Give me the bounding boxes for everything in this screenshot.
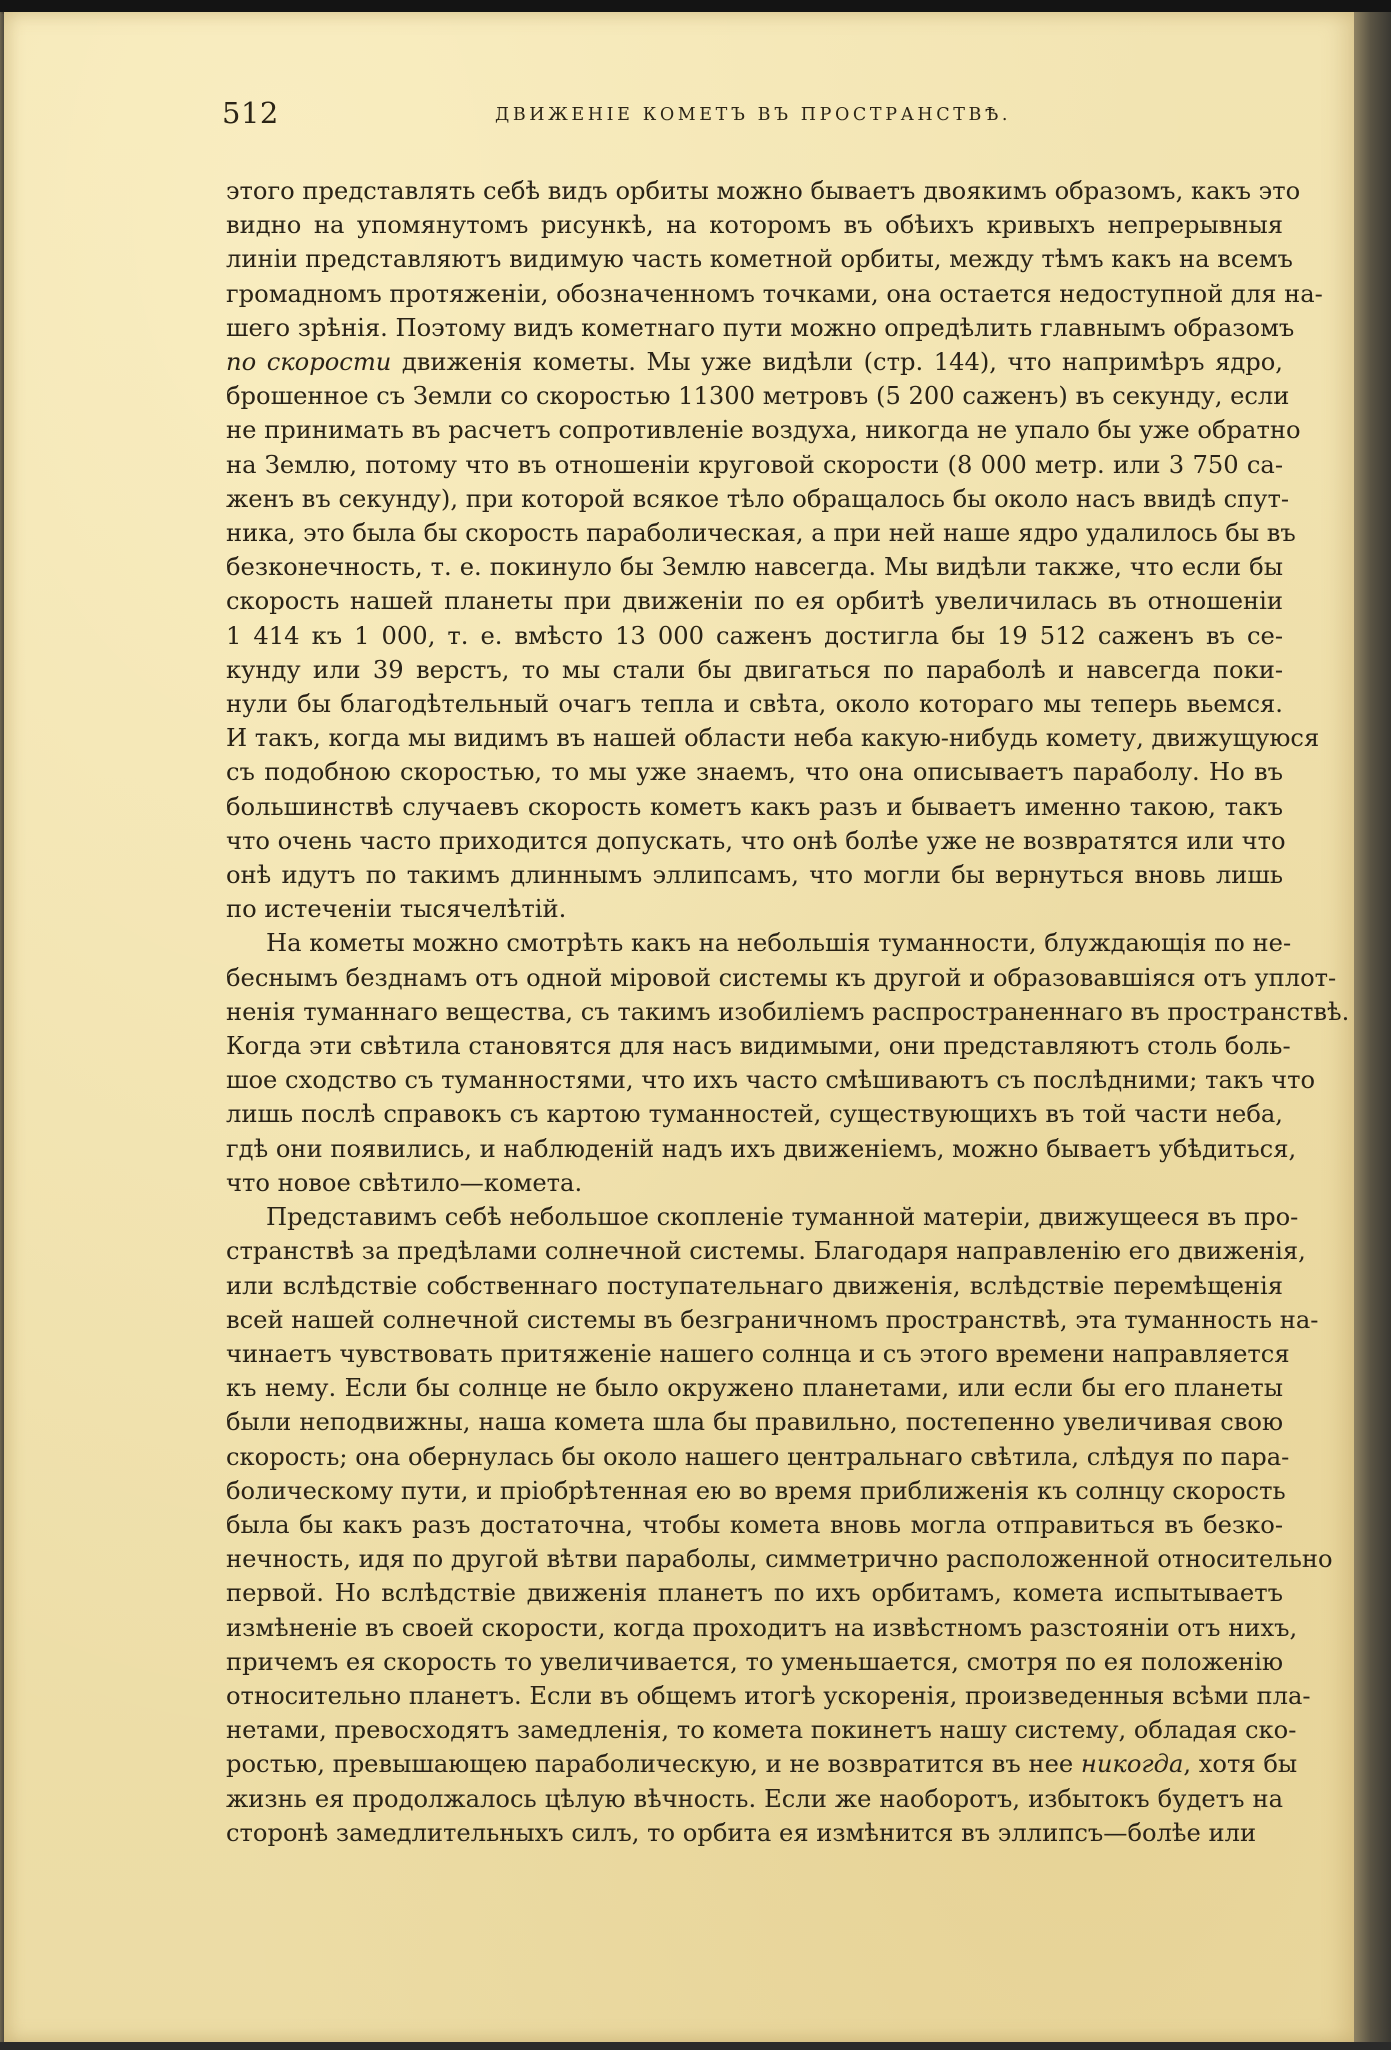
text-line: были неподвижны, наша комета шла бы правильно, постепенно увеличивая свою: [226, 1408, 1283, 1437]
text-line: Когда эти свѣтила становятся для насъ видимыми, они представляютъ столь боль-: [226, 1032, 1291, 1061]
text-line: на Землю, потому что въ отношеніи круговой скорости (8 000 метр. или 3 750 са-: [226, 450, 1283, 479]
text-line: жизнь ея продолжалось цѣлую вѣчность. Если же наоборотъ, избытокъ будетъ на: [226, 1784, 1283, 1813]
text-line: видно на упомянутомъ рисункѣ, на которомъ въ обѣихъ кривыхъ непрерывныя: [226, 211, 1283, 240]
text-line: или вслѣдствіе собственнаго поступательнаго движенія, вслѣдствіе перемѣщенія: [226, 1271, 1283, 1300]
text-line: что новое свѣтило—комета.: [226, 1168, 583, 1197]
text-line: брошенное съ Земли со скоростью 11300 метровъ (5 200 саженъ) въ секунду, если: [226, 382, 1290, 411]
text-line: гдѣ они появились, и наблюденій надъ ихъ движеніемъ, можно бываетъ убѣдиться,: [226, 1134, 1297, 1163]
text-line: сторонѣ замедлительныхъ силъ, то орбита ея измѣнится въ эллипсъ—болѣе или: [226, 1818, 1257, 1847]
text-line: громадномъ протяженіи, обозначенномъ точками, она остается недоступной для на-: [226, 279, 1323, 308]
text-line: что очень часто приходится допускать, что онѣ болѣе уже не возвратятся или что: [226, 826, 1286, 855]
emphasis: никогда: [1080, 1750, 1184, 1779]
text-line: лишь послѣ справокъ съ картою туманностей, существующихъ въ той части неба,: [226, 1100, 1283, 1129]
text-line: онѣ идутъ по такимъ длиннымъ эллипсамъ, что могли бы вернуться вновь лишь: [226, 861, 1283, 890]
paragraph: [226, 926, 1350, 1200]
text-line: И такъ, когда мы видимъ въ нашей области неба какую-нибудь комету, движущуюся: [226, 724, 1320, 753]
text-line: всей нашей солнечной системы въ безграничномъ пространствѣ, эта туманность на-: [226, 1305, 1319, 1334]
text-line: чинаетъ чувствовать притяженіе нашего солнца и съ этого времени направляется: [226, 1339, 1290, 1368]
text-line: причемъ ея скорость то увеличивается, то уменьшается, смотря по ея положенію: [226, 1647, 1284, 1676]
text-line: къ нему. Если бы солнце не было окружено планетами, или если бы его планеты: [226, 1374, 1283, 1403]
text-line: не принимать въ расчетъ сопротивленіе воздуха, никогда не упало бы уже обратно: [226, 416, 1301, 445]
text-line: Представимъ себѣ небольшое скопленіе туманной матеріи, движущееся въ про-: [266, 1203, 1299, 1232]
text-line: кунду или 39 верстъ, то мы стали бы двигаться по параболѣ и навсегда поки-: [226, 655, 1283, 684]
text-line: была бы какъ разъ достаточна, чтобы комета вновь могла отправиться въ безко-: [226, 1510, 1283, 1539]
text-line: нетами, превосходятъ замедленія, то комета покинетъ нашу систему, обладая ско-: [226, 1716, 1297, 1745]
text-line: ника, это была бы скорость параболическая, а при ней наше ядро удалилось бы въ: [226, 519, 1296, 548]
text-line: первой. Но вслѣдствіе движенія планетъ по ихъ орбитамъ, комета испытываетъ: [226, 1579, 1283, 1608]
paragraph: [226, 174, 1323, 926]
emphasis: по скорости: [226, 348, 392, 377]
text-line: ростью, превышающею параболическую, и не возвратится въ нее никогда, хотя бы: [226, 1750, 1298, 1779]
paragraph: [226, 1200, 1333, 1850]
text-line: съ подобною скоростью, то мы уже знаемъ, что она описываетъ параболу. Но въ: [226, 758, 1283, 787]
text-line: нечность, идя по другой вѣтви параболы, симметрично расположенной относительно: [226, 1545, 1333, 1574]
text-line: странствѣ за предѣлами солнечной системы. Благодаря направленію его движенія,: [226, 1237, 1306, 1266]
text-line: шего зрѣнія. Поэтому видъ кометнаго пути можно опредѣлить главнымъ образомъ: [226, 313, 1295, 342]
text-line: линіи представляютъ видимую часть кометной орбиты, между тѣмъ какъ на всемъ: [226, 245, 1293, 274]
text-line: по скорости движенія кометы. Мы уже видѣли (стр. 144), что напримѣръ ядро,: [226, 348, 1283, 377]
scan-right-edge: [1354, 12, 1391, 2042]
text-line: относительно планетъ. Если въ общемъ итогѣ ускоренія, произведенныя всѣми пла-: [226, 1681, 1311, 1710]
running-title: ДВИЖЕНІЕ КОМЕТЪ ВЪ ПРОСТРАНСТВѢ.: [495, 105, 1012, 125]
text-line: беснымъ безднамъ отъ одной міровой системы къ другой и образовавшіяся отъ уплот-: [226, 963, 1337, 992]
body-text: [226, 174, 1350, 1850]
text-line: скорость нашей планеты при движеніи по ея орбитѣ увеличилась въ отношеніи: [226, 587, 1283, 616]
text-line: скорость; она обернулась бы около нашего центральнаго свѣтила, слѣдуя по пара-: [226, 1442, 1290, 1471]
text-line: ненія туманнаго вещества, съ такимъ изобиліемъ распространеннаго въ пространствѣ.: [226, 997, 1350, 1026]
text-line: болическому пути, и пріобрѣтенная ею во время приближенія къ солнцу скорость: [226, 1476, 1286, 1505]
page-number: 512: [222, 96, 279, 130]
text-line: женъ въ секунду), при которой всякое тѣло обращалось бы около насъ ввидѣ спут-: [226, 484, 1290, 513]
text-line: шое сходство съ туманностями, что ихъ часто смѣшиваютъ съ послѣдними; такъ что: [226, 1066, 1316, 1095]
text-line: большинствѣ случаевъ скорость кометъ какъ разъ и бываетъ именно такою, такъ: [226, 792, 1283, 821]
text-line: по истеченіи тысячелѣтій.: [226, 895, 567, 924]
text-line: измѣненіе въ своей скорости, когда проходитъ на извѣстномъ разстояніи отъ нихъ,: [226, 1613, 1298, 1642]
text-line: безконечность, т. е. покинуло бы Землю навсегда. Мы видѣли также, что если бы: [226, 553, 1283, 582]
text-line: 1 414 къ 1 000, т. е. вмѣсто 13 000 саженъ достигла бы 19 512 саженъ въ се-: [226, 621, 1283, 650]
text-line: На кометы можно смотрѣть какъ на небольшія туманности, блуждающія по не-: [266, 929, 1292, 958]
text-line: этого представлять себѣ видъ орбиты можно бываетъ двоякимъ образомъ, какъ это: [226, 177, 1301, 205]
text-line: нули бы благодѣтельный очагъ тепла и свѣта, около котораго мы теперь вьемся.: [226, 690, 1283, 719]
page-header: [220, 96, 1100, 140]
